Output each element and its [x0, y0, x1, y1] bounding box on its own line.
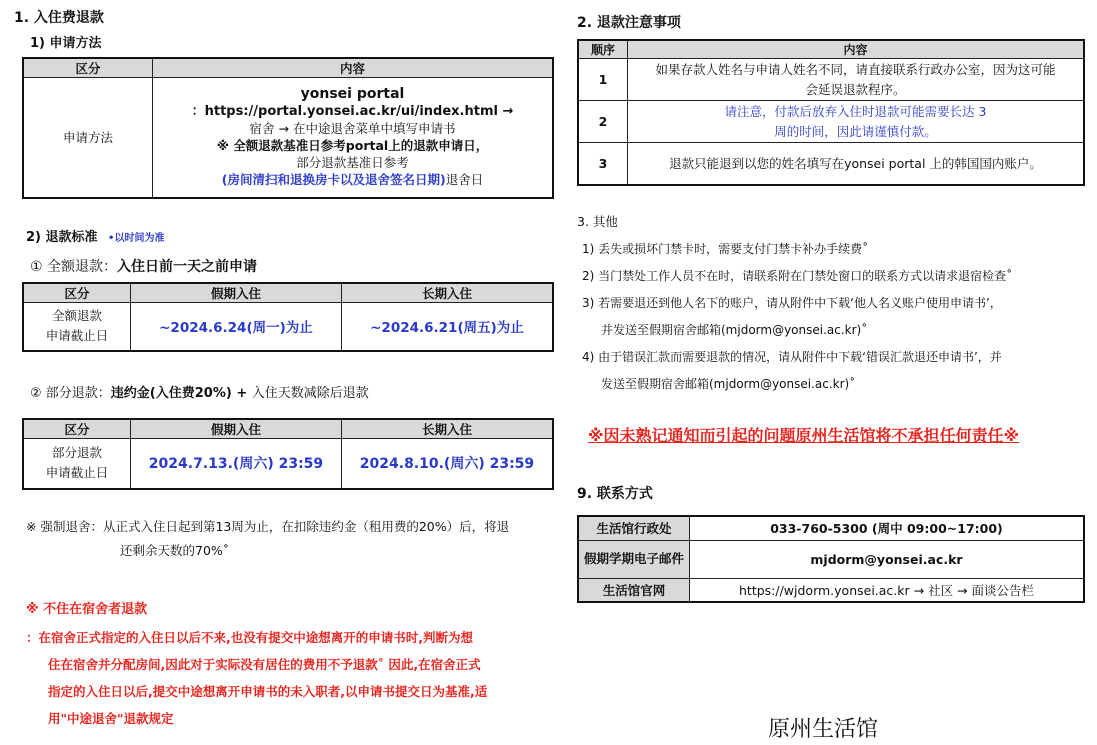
partial-refund-title: [30, 382, 369, 401]
header-vacation: 假期入住: [131, 283, 342, 303]
table-row: [578, 101, 1084, 143]
partial-refund-title-b: 违约金(入住费20%) +: [110, 386, 252, 401]
checkout-date-note: (房间清扫和退换房卡以及退舍签名日期): [221, 172, 446, 188]
full-refund-note: ※ 全额退款基准日参考portal上的退款申请日，: [216, 138, 489, 154]
non-resident-line-1: ：在宿舍正式指定的入住日以后不来,也没有提交中途想离开的申请书时,判断为想: [26, 630, 473, 645]
partial-refund-table: [22, 418, 554, 490]
row-text-1: 如果存款人姓名与申请人姓名不同，请直接联系行政办公室，因为这可能: [655, 61, 1056, 77]
header-order: 顺序: [578, 40, 628, 59]
header-category: 区分: [23, 419, 131, 439]
partial-refund-note: 部分退款基准日参考: [296, 155, 409, 171]
table-row: [578, 516, 1084, 540]
list-item: 2) 当门禁处工作人员不在时，请联系附在门禁处窗口的联系方式以请求退宿检查˚: [582, 269, 1013, 283]
refund-criteria-label: 2) 退款标准: [26, 230, 98, 245]
contact-label: 假期学期电子邮件: [578, 540, 690, 578]
row-label: 申请方法: [23, 78, 153, 198]
full-refund-title-a: ① 全额退款：: [30, 259, 118, 275]
partial-long-deadline: 2024.8.10.(周六) 23:59: [341, 439, 553, 489]
partial-vacation-deadline: 2024.7.13.(周六) 23:59: [131, 439, 342, 489]
portal-name: yonsei portal: [300, 86, 405, 103]
apply-method-table: [22, 57, 554, 199]
contact-website[interactable]: https://wjdorm.yonsei.ac.kr → 社区 → 面谈公告栏: [690, 578, 1085, 602]
row-number: 2: [578, 101, 628, 143]
row-number: 1: [578, 59, 628, 101]
partial-refund-title-a: ② 部分退款：: [30, 386, 111, 401]
full-long-deadline: ~2024.6.21(周五)为止: [341, 303, 553, 351]
list-item-cont: 并发送至假期宿舍邮箱(mjdorm@yonsei.ac.kr)˚: [601, 323, 868, 337]
contact-label: 生活馆官网: [578, 578, 690, 602]
other-list: [582, 236, 1092, 398]
row-label-2: 申请截止日: [45, 328, 109, 344]
header-content: 内容: [628, 40, 1085, 59]
section-3-title: 3. 其他: [577, 214, 618, 229]
responsibility-warning: ※因未熟记通知而引起的问题原州生活馆将不承担任何责任※: [588, 426, 1020, 445]
contact-email[interactable]: mjdorm@yonsei.ac.kr: [690, 540, 1085, 578]
header-category: 区分: [23, 58, 153, 78]
list-item: 1) 丢失或损坏门禁卡时，需要支付门禁卡补办手续费˚: [582, 242, 869, 256]
list-item: 4) 由于错误汇款而需要退款的情况，请从附件中下载‘错误汇款退还申请书’，并: [582, 350, 1002, 364]
forced-checkout-note: [26, 515, 556, 563]
checkout-day: 退舍日: [445, 172, 484, 188]
contact-table: [577, 515, 1085, 603]
section-2-title: 2. 退款注意事项: [577, 15, 681, 31]
forced-checkout-line-1: ※ 强制退舍：从正式入住日起到第13周为止，在扣除违约金（租用费的20%）后，将退: [26, 519, 510, 534]
forced-checkout-line-2: 还剩余天数的70%˚: [120, 543, 230, 558]
contact-phone: 033-760-5300 (周中 09:00~17:00): [690, 516, 1085, 540]
footer-dorm-name: 原州生活馆: [768, 717, 879, 742]
list-item-cont: 发送至假期宿舍邮箱(mjdorm@yonsei.ac.kr)˚: [601, 377, 856, 391]
table-row: [578, 143, 1084, 185]
apply-method-title: 1) 申请方法: [30, 36, 102, 51]
section-1-title: 1. 入住费退款: [14, 10, 104, 26]
non-resident-line-2: 住在宿舍并分配房间,因此对于实际没有居住的费用不予退款˚ 因此,在宿舍正式: [48, 657, 481, 672]
full-refund-table: [22, 282, 554, 352]
full-vacation-deadline: ~2024.6.24(周一)为止: [131, 303, 342, 351]
non-resident-line-3: 指定的入住日以后,提交中途想离开申请书的未入职者,以申请书提交日为基准,适: [48, 684, 488, 699]
row-number: 3: [578, 143, 628, 185]
header-long-term: 长期入住: [341, 283, 553, 303]
header-vacation: 假期入住: [131, 419, 342, 439]
list-item: 3) 若需要退还到他人名下的账户，请从附件中下载‘他人名义账户使用申请书’，: [582, 296, 1002, 310]
table-row: [578, 540, 1084, 578]
non-resident-title: ※ 不住在宿舍者退款: [26, 602, 148, 617]
row-text-1: 请注意，付款后放弃入住时退款可能需要长达 3: [724, 103, 987, 119]
header-long-term: 长期入住: [341, 419, 553, 439]
row-text-1: 退款只能退到以您的姓名填写在yonsei portal 上的韩国国内账户。: [628, 143, 1085, 185]
row-text-2: 会延误退款程序。: [805, 81, 906, 97]
header-content: 内容: [153, 58, 554, 78]
contact-label: 生活馆行政处: [578, 516, 690, 540]
section-9-title: 9. 联系方式: [577, 486, 653, 502]
full-refund-title: [30, 256, 257, 276]
table-row: [578, 578, 1084, 602]
row-label-1: 部分退款: [51, 445, 102, 461]
row-label-2: 申请截止日: [45, 465, 109, 481]
non-resident-line-4: 用"中途退舍"退款规定: [48, 711, 174, 726]
row-text-2: 周的时间，因此请谨慎付款。: [774, 123, 937, 139]
refund-notes-table: [577, 39, 1085, 186]
refund-criteria-title: [26, 226, 164, 245]
portal-path: 宿舍 → 在中途退舍菜单中填写申请书: [249, 121, 456, 137]
row-label-1: 全额退款: [51, 308, 102, 324]
partial-refund-title-c: 入住天数减除后退款: [251, 386, 369, 401]
portal-url[interactable]: ：https://portal.yonsei.ac.kr/ui/index.html →: [191, 104, 514, 120]
header-category: 区分: [23, 283, 131, 303]
refund-criteria-note: •以时间为准: [108, 233, 165, 244]
full-refund-title-b: 入住日前一天之前申请: [117, 259, 258, 275]
table-row: [578, 59, 1084, 101]
non-resident-body: [26, 624, 558, 732]
